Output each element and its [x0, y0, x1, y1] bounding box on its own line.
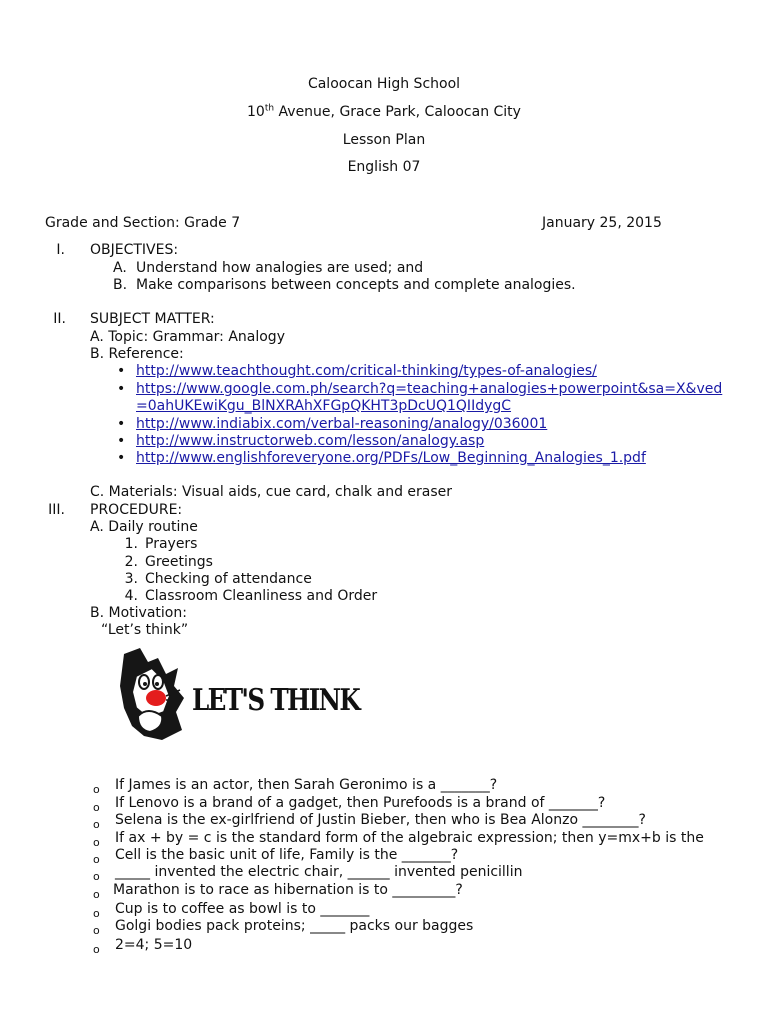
address-ordinal: th [264, 103, 275, 114]
analogy-question: Marathon is to race as hibernation is to _________? [113, 882, 463, 898]
section-numeral-objectives: I. [56, 242, 65, 258]
list-marker: o [93, 836, 100, 849]
analogy-question: Selena is the ex-girlfriend of Justin Bieber, then who is Bea Alonzo ________? [115, 812, 646, 828]
list-marker: o [93, 924, 100, 937]
bullet-dot: • [117, 450, 126, 466]
reference-link[interactable]: http://www.teachthought.com/critical-thinking/types-of-analogies/ [136, 363, 597, 379]
reference-link[interactable]: http://www.instructorweb.com/lesson/analogy.asp [136, 433, 485, 449]
reference-link-continued[interactable]: =0ahUKEwiKgu_BlNXRAhXFGpQKHT3pDcUQ1QIIdygC [136, 398, 512, 414]
address-rest: Avenue, Grace Park, Caloocan City [274, 104, 521, 120]
objective-text: Make comparisons between concepts and complete analogies. [136, 277, 576, 293]
routine-item: Checking of attendance [145, 571, 312, 587]
list-marker: o [93, 853, 100, 866]
subject-reference: B. Reference: [90, 346, 184, 362]
analogy-question: If James is an actor, then Sarah Geronimo is a _______? [115, 777, 498, 793]
bullet-dot: • [117, 381, 126, 397]
section-title-procedure: PROCEDURE: [90, 502, 183, 518]
bullet-dot: • [117, 363, 126, 379]
subject-materials: C. Materials: Visual aids, cue card, chalk and eraser [90, 484, 453, 500]
grade-section: Grade and Section: Grade 7 [45, 215, 241, 231]
reference-link[interactable]: https://www.google.com.ph/search?q=teaching+analogies+powerpoint&sa=X&ved [136, 381, 723, 397]
procedure-daily-routine: A. Daily routine [90, 519, 198, 535]
objective-text: Understand how analogies are used; and [136, 260, 424, 276]
lets-think-caption: LET'S THINK [192, 683, 360, 718]
routine-number: 1. [124, 536, 138, 552]
analogy-question: 2=4; 5=10 [115, 937, 193, 953]
objective-label: A. [113, 260, 127, 276]
analogy-question: Cup is to coffee as bowl is to _______ [115, 901, 370, 917]
bullet-dot: • [117, 416, 126, 432]
routine-number: 2. [124, 554, 138, 570]
objective-label: B. [113, 277, 128, 293]
address-number: 10 [247, 104, 265, 120]
list-marker: o [93, 888, 100, 901]
routine-number: 4. [124, 588, 138, 604]
analogy-question: If ax + by = c is the standard form of the algebraic expression; then y=mx+b is the [115, 830, 704, 846]
section-title-subject: SUBJECT MATTER: [90, 311, 215, 327]
course-name: English 07 [347, 159, 421, 175]
list-marker: o [93, 801, 100, 814]
routine-item: Greetings [145, 554, 213, 570]
motivation-quote: “Let’s think” [101, 622, 189, 638]
section-numeral-procedure: III. [48, 502, 65, 518]
subject-topic: A. Topic: Grammar: Analogy [90, 329, 285, 345]
analogy-question: If Lenovo is a brand of a gadget, then Purefoods is a brand of _______? [115, 795, 606, 811]
lets-think-image [118, 646, 360, 742]
analogy-question: Cell is the basic unit of life, Family is the _______? [115, 847, 459, 863]
document-type: Lesson Plan [342, 132, 426, 148]
analogy-question: _____ invented the electric chair, ______ invented penicillin [115, 864, 523, 880]
list-marker: o [93, 943, 100, 956]
reference-link[interactable]: http://www.englishforeveryone.org/PDFs/Low_Beginning_Analogies_1.pdf [136, 450, 646, 466]
analogy-question: Golgi bodies pack proteins; _____ packs our bagges [115, 918, 474, 934]
list-marker: o [93, 818, 100, 831]
section-title-objectives: OBJECTIVES: [90, 242, 179, 258]
procedure-motivation: B. Motivation: [90, 605, 187, 621]
section-numeral-subject: II. [53, 311, 66, 327]
list-marker: o [93, 907, 100, 920]
list-marker: o [93, 870, 100, 883]
list-marker: o [93, 783, 100, 796]
routine-number: 3. [124, 571, 138, 587]
routine-item: Classroom Cleanliness and Order [145, 588, 378, 604]
reference-link[interactable]: http://www.indiabix.com/verbal-reasoning/analogy/036001 [136, 416, 548, 432]
school-address [0, 104, 768, 122]
lesson-date: January 25, 2015 [542, 215, 662, 231]
bullet-dot: • [117, 433, 126, 449]
routine-item: Prayers [145, 536, 198, 552]
school-name: Caloocan High School [307, 76, 461, 92]
